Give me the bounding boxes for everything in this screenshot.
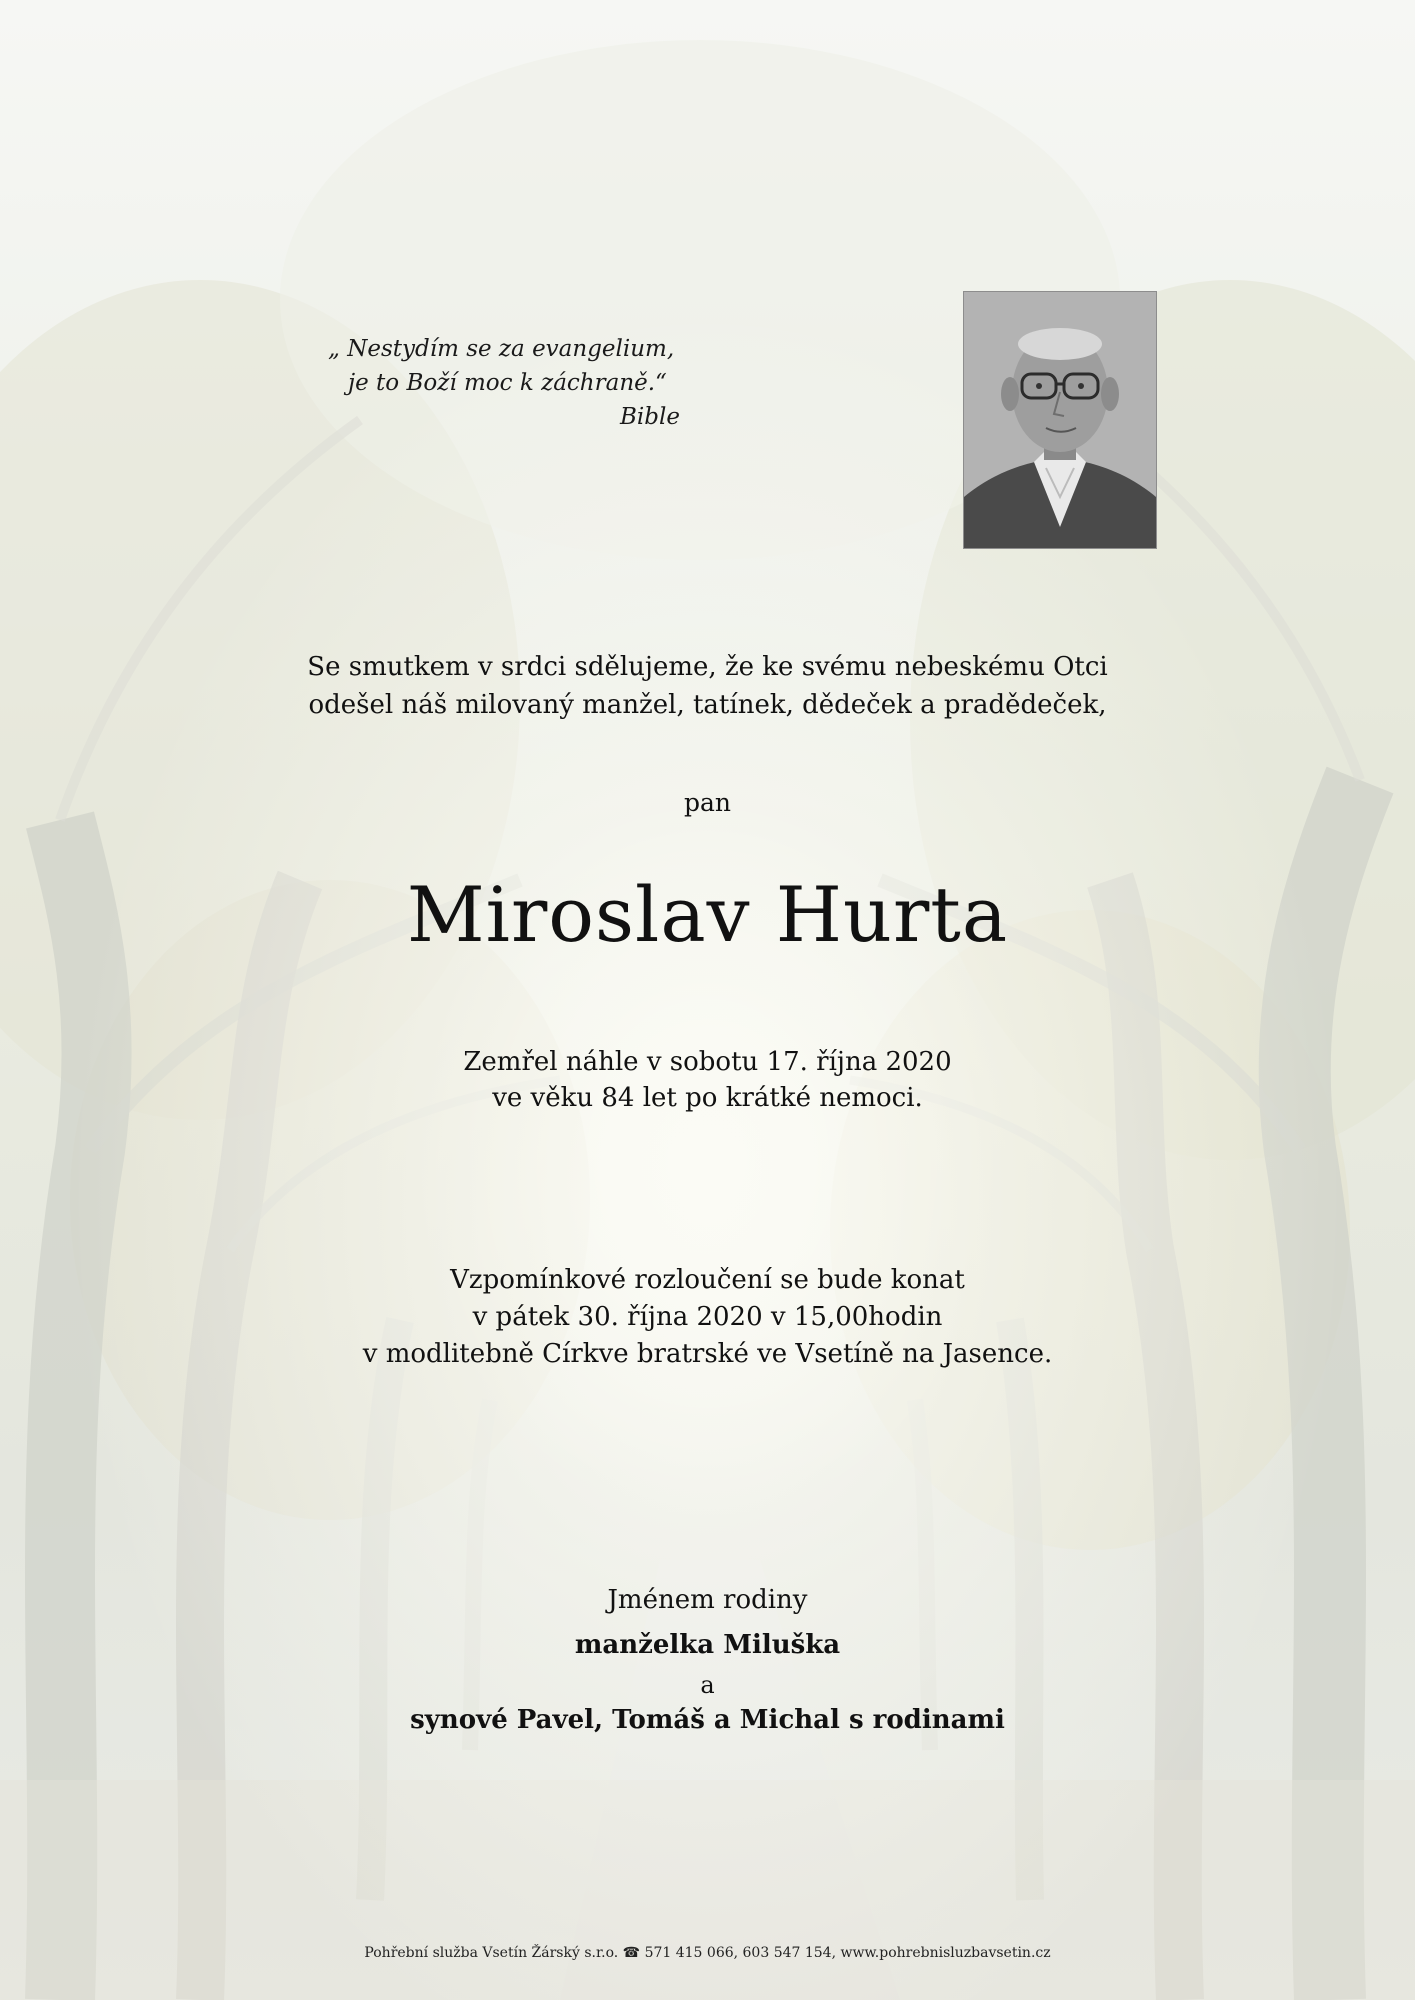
death-line-1: Zemřel náhle v sobotu 17. října 2020: [463, 1047, 952, 1077]
quote-source: Bible: [620, 404, 680, 430]
portrait-photo: [963, 291, 1157, 549]
family-conjunction: a: [700, 1671, 715, 1699]
announcement-line-2: odešel náš milovaný manžel, tatínek, dědeček a pradědeček,: [308, 690, 1107, 720]
farewell-line-2: v pátek 30. října 2020 v 15,00hodin: [472, 1302, 943, 1332]
bible-quote: [300, 332, 680, 434]
quote-line-2: je to Boží moc k záchraně.“: [348, 370, 667, 396]
family-wife: manželka Miluška: [574, 1630, 841, 1660]
death-notice: [0, 1044, 1415, 1116]
announcement-line-1: Se smutkem v srdci sdělujeme, že ke svému nebeskému Otci: [307, 652, 1108, 682]
farewell-line-3: v modlitebně Církve bratrské ve Vsetíně na Jasence.: [362, 1339, 1053, 1369]
family-sons: synové Pavel, Tomáš a Michal s rodinami: [410, 1705, 1005, 1735]
farewell-ceremony: [0, 1262, 1415, 1373]
announcement-text: [0, 648, 1415, 724]
quote-line-1: „ Nestydím se za evangelium,: [328, 336, 675, 362]
footer-phones: 571 415 066, 603 547 154,: [644, 1945, 837, 1961]
title-prefix: pan: [683, 788, 731, 817]
funeral-service-footer: [0, 1943, 1415, 1963]
farewell-line-1: Vzpomínkové rozloučení se bude konat: [450, 1265, 965, 1295]
deceased-name: Miroslav Hurta: [406, 870, 1009, 959]
death-line-2: ve věku 84 let po krátké nemoci.: [492, 1083, 923, 1113]
phone-icon: ☎: [622, 1945, 641, 1961]
footer-website[interactable]: www.pohrebnisluzbavsetin.cz: [840, 1945, 1051, 1961]
family-label: Jménem rodiny: [607, 1585, 808, 1615]
footer-company: Pohřební služba Vsetín Žárský s.r.o.: [364, 1945, 619, 1961]
